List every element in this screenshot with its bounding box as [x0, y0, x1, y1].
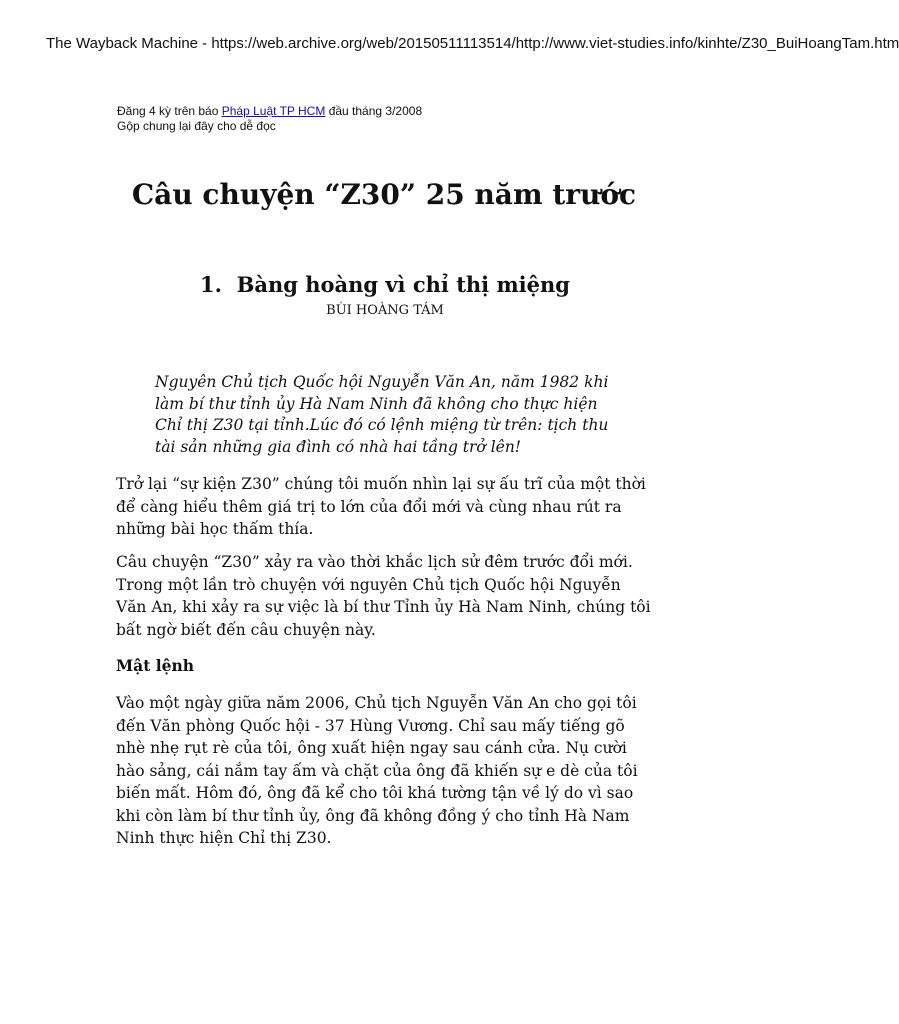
article-paragraph-2: Câu chuyện “Z30” xảy ra vào thời khắc lịch sử đêm trước đổi mới. Trong một lần trò chuyện với nguyên Chủ tịch Quốc hội Nguyễn Văn An, khi xảy ra sự việc là bí thư Tỉnh ủy Hà Nam Ninh, chúng tôi bất ngờ biết đến câu chuyện này. [116, 553, 651, 639]
author-byline: BÙI HOÀNG TÁM [326, 303, 444, 318]
wayback-title: The Wayback Machine - https://web.archive.org/web/20150511113514/http://www.viet-studies.info/kinhte/Z30_BuiHoangTam.htm [46, 35, 899, 52]
page-title: Câu chuyện “Z30” 25 năm trước [131, 178, 637, 211]
wayback-header [0, 0, 899, 90]
article-paragraph-1: Trở lại “sự kiện Z30” chúng tôi muốn nhìn lại sự ấu trĩ của một thời để càng hiểu thêm giá trị to lớn của đổi mới và cùng nhau rút ra những bài học thấm thía. [116, 475, 646, 538]
publication-note-line-2: Gộp chung lại đây cho dễ đọc [117, 119, 276, 133]
article-lede: Nguyên Chủ tịch Quốc hội Nguyễn Văn An, năm 1982 khi làm bí thư tỉnh ủy Hà Nam Ninh đã không cho thực hiện Chỉ thị Z30 tại tỉnh.Lúc đó có lệnh miệng từ trên: tịch thu tài sản những gia đình có nhà hai tầng trở lên! [155, 373, 609, 456]
publication-note [117, 104, 422, 134]
article-paragraph-3: Vào một ngày giữa năm 2006, Chủ tịch Nguyễn Văn An cho gọi tôi đến Văn phòng Quốc hội - 37 Hùng Vương. Chỉ sau mấy tiếng gõ nhè nhẹ rụt rè của tôi, ông xuất hiện ngay sau cánh cửa. Nụ cười hào sảng, cái nắm tay ấm và chặt của ông đã khiến sự e dè của tôi biến mất. Hôm đó, ông đã kể cho tôi khá tường tận về lý do vì sao khi còn làm bí thư tỉnh ủy, ông đã không đồng ý cho tỉnh Hà Nam Ninh thực hiện Chỉ thị Z30. [116, 694, 638, 847]
article-subheading: Mật lệnh [116, 656, 195, 675]
section-heading [0, 272, 770, 297]
section-title-text: Bàng hoàng vì chỉ thị miệng [236, 272, 570, 297]
publication-prefix: Đăng 4 kỳ trên báo [117, 104, 222, 118]
section-number: 1. [200, 272, 222, 297]
newspaper-link[interactable]: Pháp Luật TP HCM [221, 104, 326, 118]
publication-note-line-1 [117, 104, 422, 119]
publication-suffix: đầu tháng 3/2008 [325, 104, 423, 118]
